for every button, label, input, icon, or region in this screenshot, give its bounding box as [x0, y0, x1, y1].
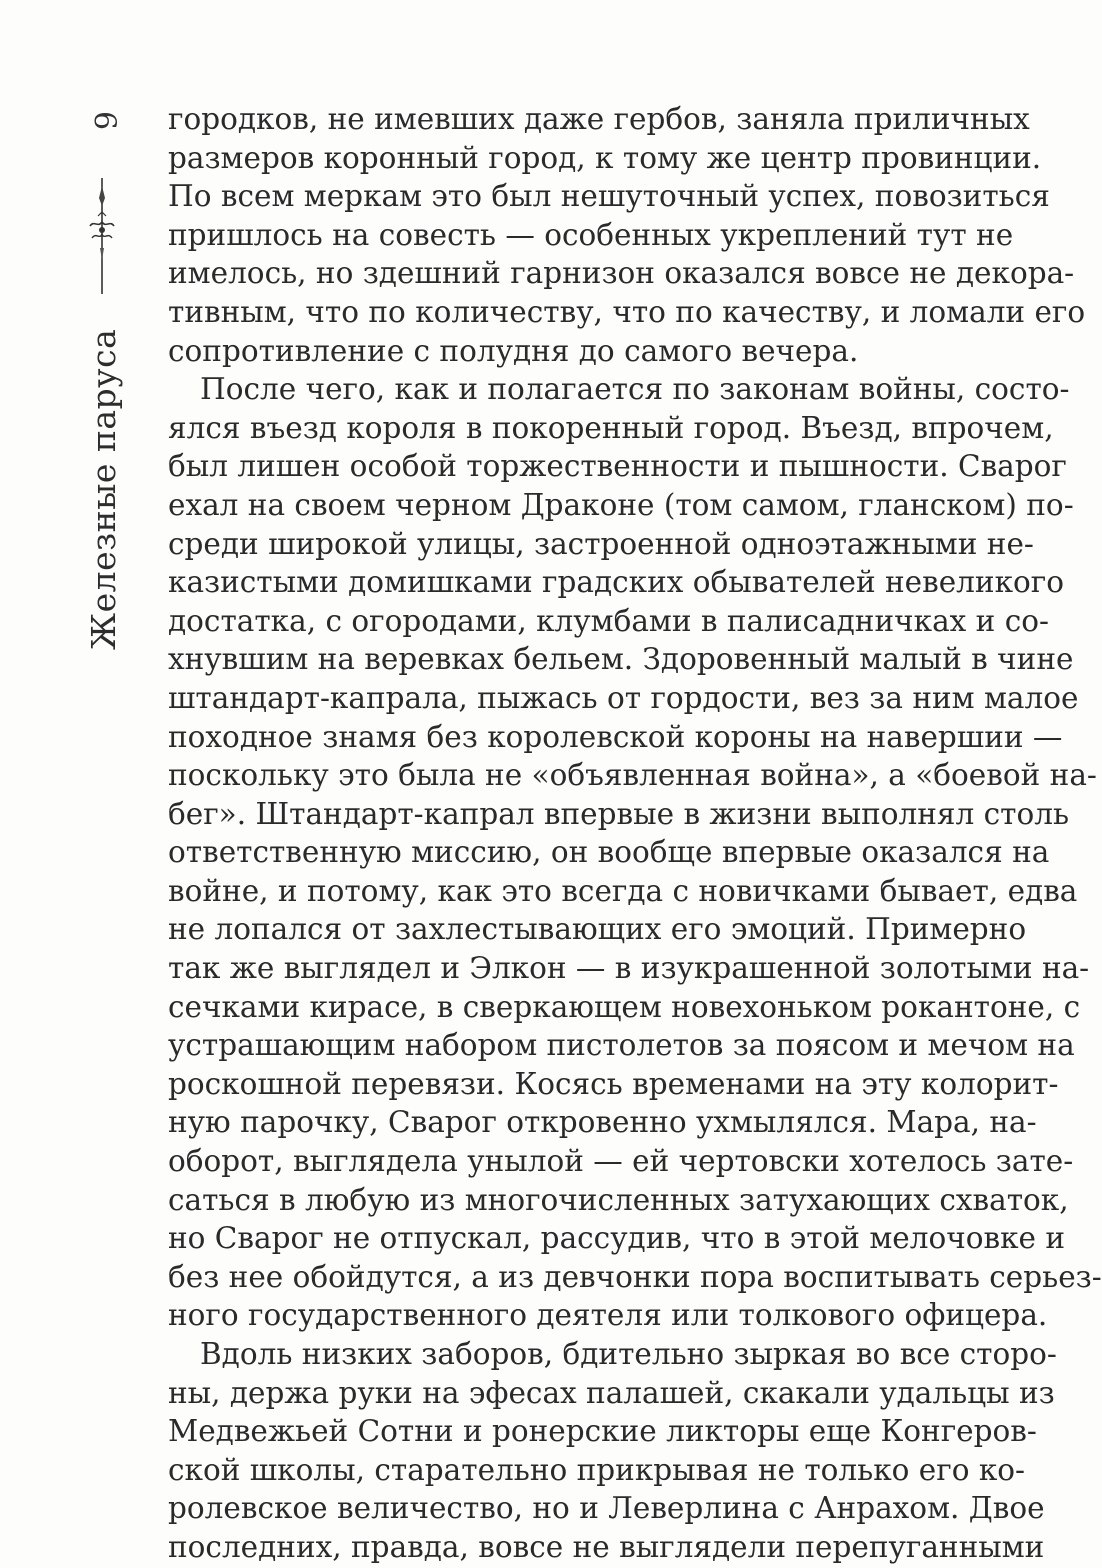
text-line: Вдоль низких заборов, бдительно зыркая во все сторо-: [200, 1337, 1057, 1371]
text-line: ехал на своем черном Драконе (том самом, гланском) по-: [168, 487, 1074, 522]
text-line: но Сварог не отпускал, рассудив, что в этой мелочовке и: [168, 1221, 1066, 1256]
text-line: войне, и потому, как это всегда с новичками бывает, едва: [168, 873, 1078, 908]
text-line: городков, не имевших даже гербов, заняла приличных: [168, 102, 1030, 136]
paragraph-1: [168, 100, 1086, 370]
text-line: так же выглядел и Элкон — в изукрашенной золотыми на-: [168, 951, 1090, 986]
text-line: сопротивление с полудня до самого вечера.: [168, 333, 859, 368]
paragraph-2: [168, 370, 1102, 1335]
text-line: ного государственного деятеля или толкового офицера.: [168, 1298, 1048, 1333]
text-line: После чего, как и полагается по законам войны, состо-: [200, 372, 1070, 407]
dagger-ornament-icon: [84, 176, 120, 296]
text-line: был лишен особой торжественности и пышности. Сварог: [168, 449, 1067, 484]
page-number: 6: [86, 110, 122, 131]
paragraph-3: [168, 1335, 1057, 1567]
text-line: последних, правда, вовсе не выглядели перепуганными: [168, 1529, 1045, 1564]
text-line: ской школы, старательно прикрывая не только его ко-: [168, 1452, 1025, 1487]
text-line: не лопался от захлестывающих его эмоций. Примерно: [168, 912, 1027, 947]
text-line: ялся въезд короля в покоренный город. Въезд, впрочем,: [168, 410, 1054, 445]
text-line: ны, держа руки на эфесах палашей, скакали удальцы из: [168, 1375, 1055, 1410]
body-text: [168, 100, 1102, 1567]
text-line: сечками кирасе, в сверкающем новехоньком рокантоне, с: [168, 989, 1081, 1024]
text-line: ную парочку, Сварог откровенно ухмылялся. Мара, на-: [168, 1105, 1037, 1140]
running-title: Железные паруса: [84, 328, 123, 650]
text-line: штандарт-капрала, пыжась от гордости, вез за ним малое: [168, 680, 1079, 715]
text-line: ответственную миссию, он вообще впервые оказался на: [168, 835, 1050, 870]
text-line: устрашающим набором пистолетов за поясом и мечом на: [168, 1028, 1075, 1063]
text-line: Медвежьей Сотни и ронерские ликторы еще Конгеров-: [168, 1414, 1037, 1449]
text-line: бег». Штандарт-капрал впервые в жизни выполнял столь: [168, 796, 1070, 831]
text-line: саться в любую из многочисленных затухающих схваток,: [168, 1182, 1069, 1217]
text-line: оборот, выглядела унылой — ей чертовски хотелось зате-: [168, 1144, 1074, 1179]
text-line: пришлось на совесть — особенных укреплений тут не: [168, 217, 1014, 252]
text-line: размеров коронный город, к тому же центр провинции.: [168, 140, 1042, 175]
text-line: тивным, что по количеству, что по качеству, и ломали его: [168, 294, 1086, 329]
text-line: ролевское величество, но и Леверлина с Анрахом. Двое: [168, 1491, 1045, 1526]
text-line: роскошной перевязи. Косясь временами на эту колорит-: [168, 1066, 1059, 1101]
text-line: без нее обойдутся, а из девчонки пора воспитывать серьез-: [168, 1259, 1102, 1294]
text-line: По всем меркам это был нешуточный успех, повозиться: [168, 179, 1050, 214]
text-line: достатка, с огородами, клумбами в палисадничках и со-: [168, 603, 1049, 638]
text-line: казистыми домишками градских обывателей невеликого: [168, 565, 1064, 600]
text-line: среди широкой улицы, застроенной одноэтажными не-: [168, 526, 1034, 561]
text-line: имелось, но здешний гарнизон оказался вовсе не декора-: [168, 256, 1075, 291]
text-line: хнувшим на веревках бельем. Здоровенный малый в чине: [168, 642, 1074, 677]
text-line: походное знамя без королевской короны на навершии —: [168, 719, 1063, 754]
text-line: поскольку это была не «объявленная война», а «боевой на-: [168, 758, 1097, 793]
